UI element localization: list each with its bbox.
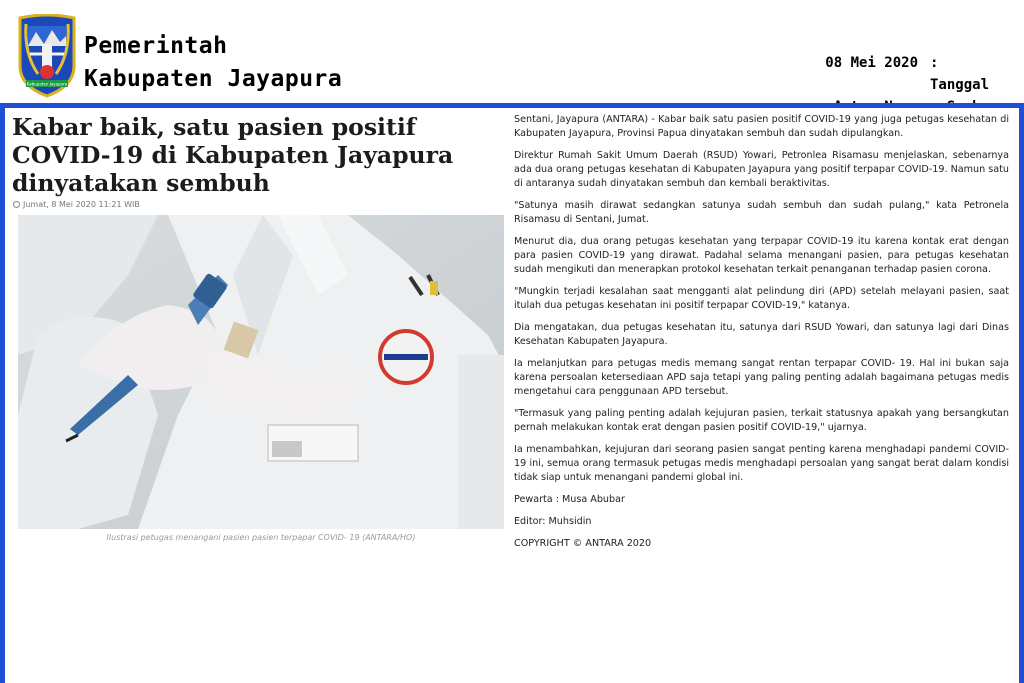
page-header — [0, 0, 1024, 103]
date-value: 08 Mei 2020 — [825, 55, 918, 71]
article-headline: Kabar baik, satu pasien positif COVID-19 di Kabupaten Jayapura dinyatakan sembuh — [12, 113, 454, 197]
dateline-text: Jumat, 8 Mei 2020 11:21 WIB — [23, 200, 140, 209]
reporter-credit: Pewarta : Musa Abubar — [514, 494, 625, 505]
paragraph: Sentani, Jayapura (ANTARA) - Kabar baik satu pasien positif COVID-19 yang juga petugas kesehatan di Kabupaten Jayapura, Provinsi Papua dinyatakan sembuh dan sudah dipulangkan. — [514, 114, 1009, 139]
article-photo — [18, 215, 504, 529]
clock-icon — [13, 201, 20, 208]
kabupaten-jayapura-emblem — [16, 14, 78, 98]
copyright: COPYRIGHT © ANTARA 2020 — [514, 538, 652, 549]
paragraph: "Satunya masih dirawat sedangkan satunya sudah sembuh dan sudah pulang," kata Petronela Risamasu di Sentani, Jumat. — [514, 200, 1009, 225]
article-body — [514, 113, 1009, 559]
paragraph: Dia mengatakan, dua petugas kesehatan itu, satunya dari RSUD Yowari, dan satunya lagi dari Dinas Kesehatan Kabupaten Jayapura. — [514, 322, 1009, 347]
org-line-1: Pemerintah — [84, 33, 228, 59]
paragraph: "Termasuk yang paling penting adalah kejujuran pasien, terkait statusnya apakah yang bersangkutan pernah melakukan kontak erat dengan pasien positif COVID-19," ujarnya. — [514, 408, 1009, 433]
paragraph: "Mungkin terjadi kesalahan saat mengganti alat pelindung diri (APD) setelah melayani pasien, saat itulah dua petugas kesehatan ini positif terpapar COVID-19," katanya. — [514, 286, 1009, 311]
article-dateline — [13, 200, 140, 209]
paragraph: Ia menambahkan, kejujuran dari seorang pasien sangat penting karena menghadapi pandemi COVID- 19 ini, semua orang termasuk petugas medis menghadapi persoalan yang sangat berat dalam kondisi tidak siap untuk menangani pandemi global ini. — [514, 444, 1009, 483]
org-line-2: Kabupaten Jayapura — [84, 66, 343, 92]
editor-credit: Editor: Muhsidin — [514, 516, 592, 527]
paragraph: Ia melanjutkan para petugas medis memang sangat rentan terpapar COVID- 19. Hal ini bukan saja karena persoalan ketersediaan APD saja tetapi yang paling penting adalah bagaimana petugas medis mengetahui cara penggunaan APD tersebut. — [514, 358, 1009, 397]
emblem-banner-text: Kabupaten Jayapura — [26, 81, 68, 87]
paragraph: Direktur Rumah Sakit Umum Daerah (RSUD) Yowari, Petronlea Risamasu menjelaskan, sebenarnya ada dua orang petugas kesehatan di Kabupaten Jayapura yang positif terpapar COVID-19. Namun satu di antaranya sudah dinyatakan sembuh dan kembali beraktivitas. — [514, 150, 1009, 189]
paragraph: Menurut dia, dua orang petugas kesehatan yang terpapar COVID-19 itu karena kontak erat dengan para pasien COVID-19 yang dirawat. Padahal selama menangani pasien, para petugas kesehatan sudah mengikuti dan menerapkan protokol kesehatan terkait penanganan terhadap pasien corona. — [514, 236, 1009, 275]
photo-caption: Ilustrasi petugas menangani pasien pasien terpapar COVID- 19 (ANTARA/HO) — [106, 533, 416, 542]
date-label: : Tanggal — [930, 55, 990, 93]
organization-name — [84, 30, 342, 96]
